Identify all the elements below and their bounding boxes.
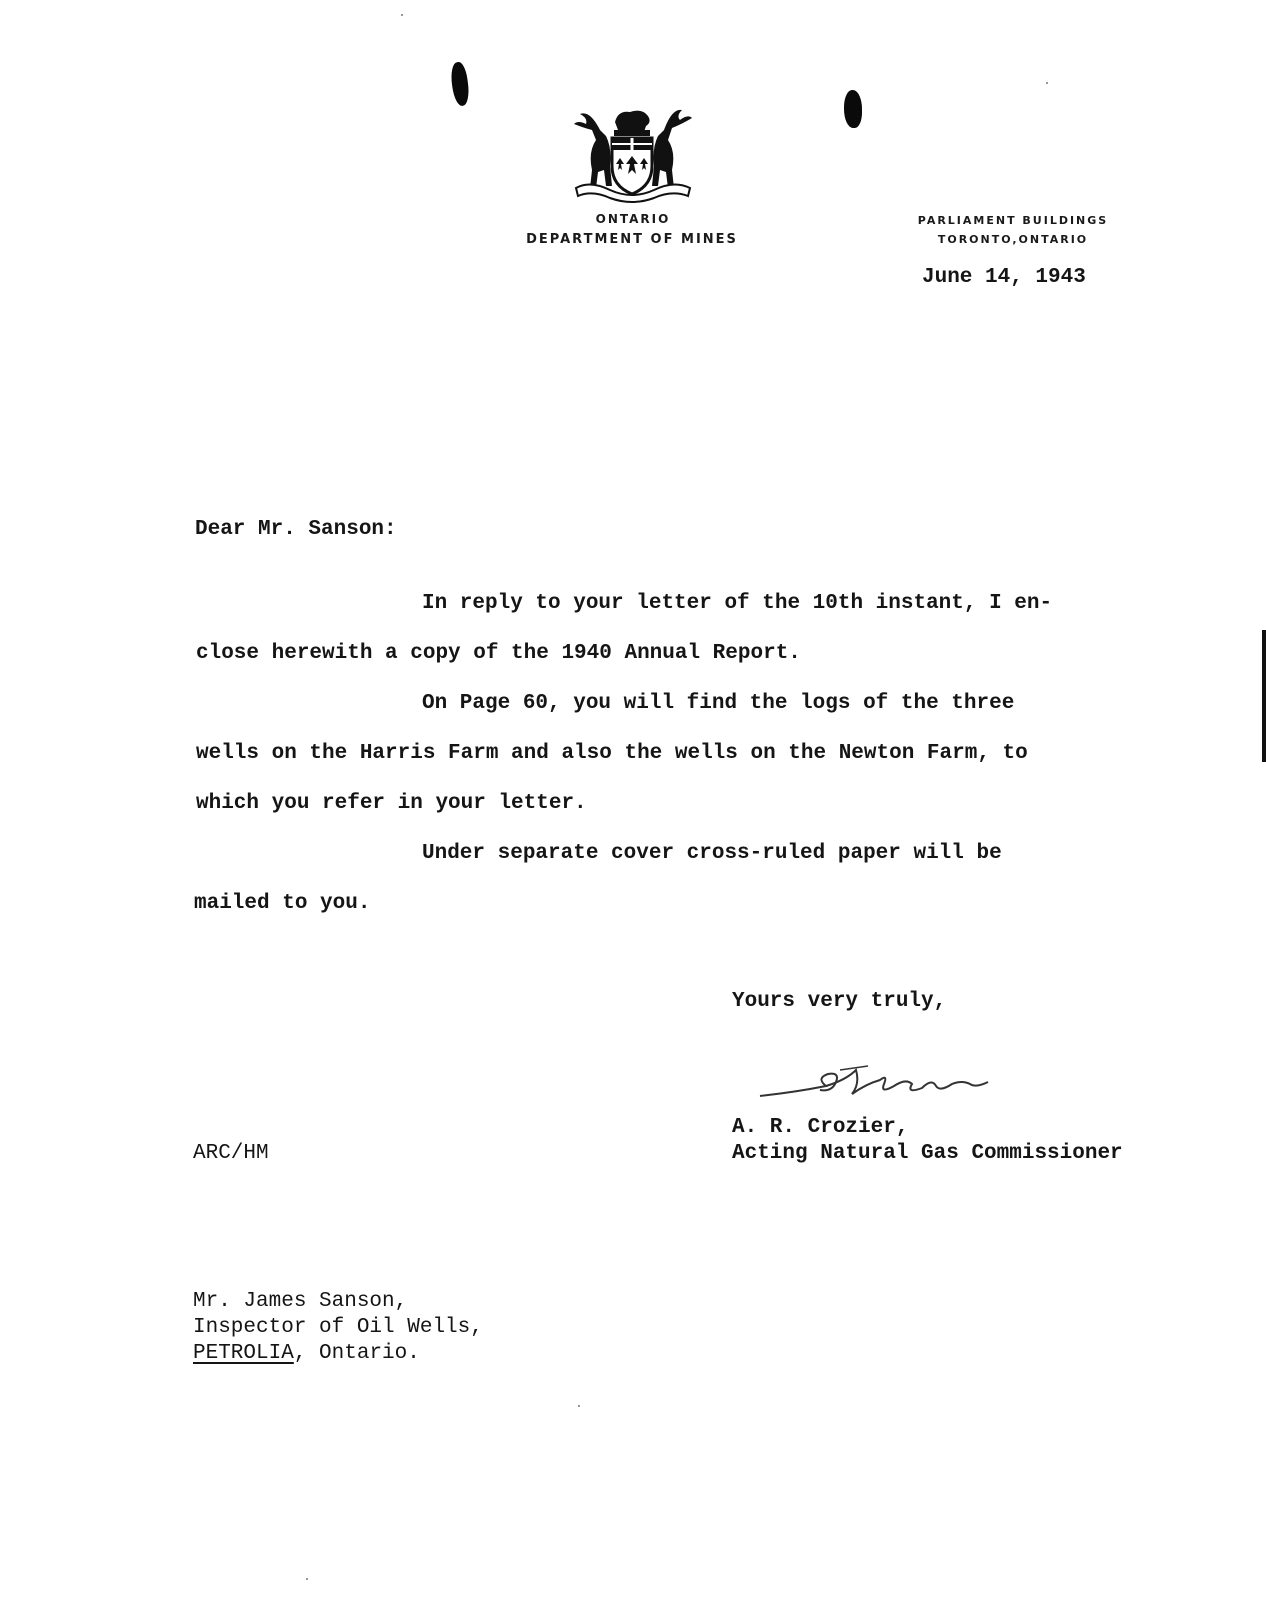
letter-date: June 14, 1943 <box>922 266 1086 289</box>
letterhead-address-line1: PARLIAMENT BUILDINGS <box>917 214 1109 227</box>
letterhead-department: DEPARTMENT OF MINES <box>526 232 738 247</box>
recipient-title: Inspector of Oil Wells, <box>193 1316 483 1339</box>
body-line: In reply to your letter of the 10th instant, I en- <box>422 592 1053 615</box>
body-line: which you refer in your letter. <box>196 792 587 815</box>
closing: Yours very truly, <box>732 990 947 1013</box>
recipient-name: Mr. James Sanson, <box>193 1290 408 1313</box>
recipient-province: , Ontario. <box>293 1342 420 1365</box>
body-line: Under separate cover cross-ruled paper will be <box>422 842 1002 865</box>
letterhead-address-line2: TORONTO,ONTARIO <box>937 233 1089 246</box>
body-line: wells on the Harris Farm and also the wells on the Newton Farm, to <box>196 742 1028 765</box>
handwritten-signature-icon <box>756 1058 996 1104</box>
speck <box>1046 82 1048 84</box>
speck <box>401 14 403 16</box>
ink-blot-left <box>449 61 471 107</box>
signer-title: Acting Natural Gas Commissioner <box>732 1142 1123 1165</box>
ontario-coat-of-arms-icon <box>570 100 695 205</box>
reference-initials: ARC/HM <box>193 1142 269 1165</box>
recipient-address <box>193 1342 420 1365</box>
speck <box>306 1578 308 1580</box>
salutation: Dear Mr. Sanson: <box>195 518 397 541</box>
body-line: On Page 60, you will find the logs of the three <box>422 692 1015 715</box>
speck <box>578 1405 580 1407</box>
recipient-city: PETROLIA <box>193 1342 294 1365</box>
signer-name: A. R. Crozier, <box>732 1116 909 1139</box>
body-line: mailed to you. <box>194 892 371 915</box>
body-line: close herewith a copy of the 1940 Annual Report. <box>196 642 801 665</box>
scan-edge-mark <box>1262 630 1266 762</box>
letterhead-province: ONTARIO <box>595 212 671 226</box>
ink-blot-right <box>844 90 862 128</box>
